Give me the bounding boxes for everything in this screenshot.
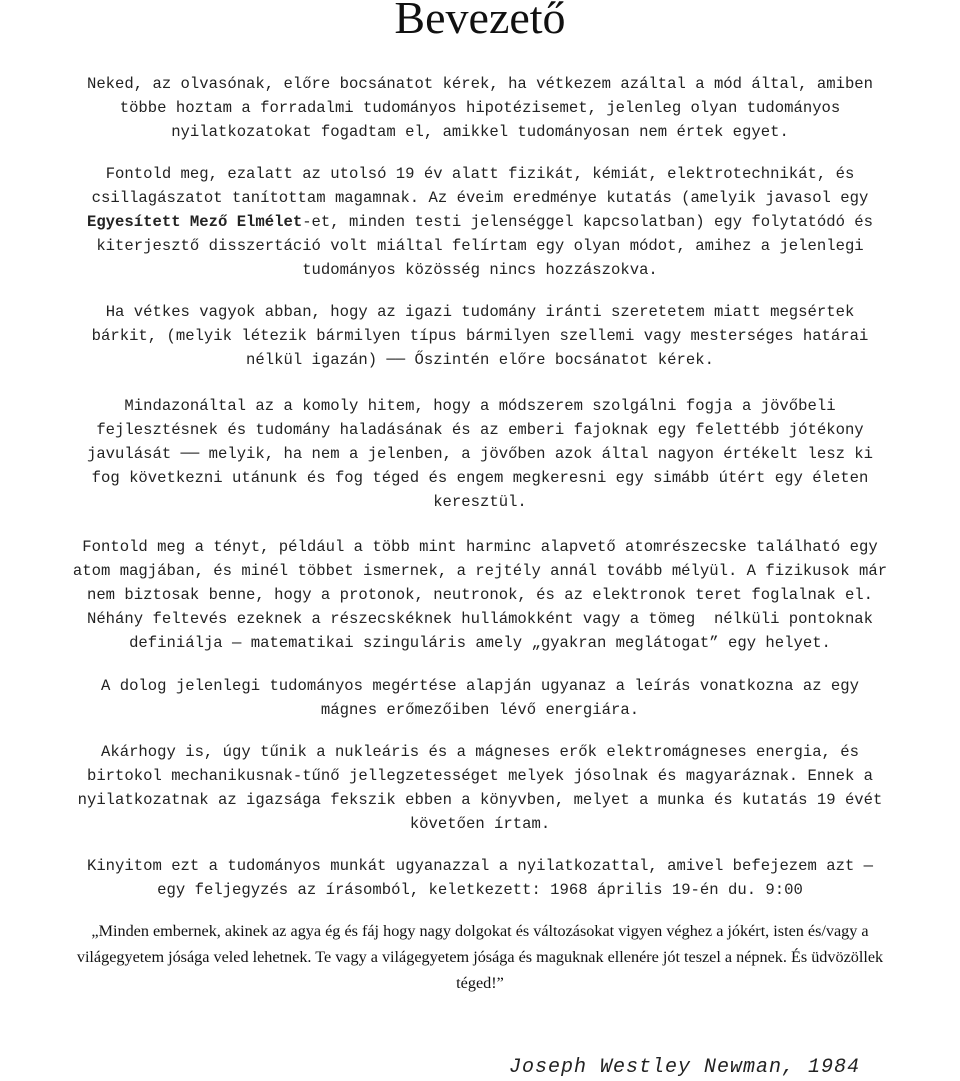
paragraph-line: Néhány feltevés ezeknek a részecskéknek hullámokként vagy a tömeg nélküli pontoknak	[86, 610, 874, 628]
paragraph-line: nyilatkozatokat fogadtam el, amikkel tudományosan nem értek egyet.	[171, 123, 789, 141]
paragraph-line: bárkit, (melyik létezik bármilyen típus bármilyen szellemi vagy mesterséges határai	[91, 327, 869, 345]
paragraph-line: Neked, az olvasónak, előre bocsánatot kérek, ha vétkezem azáltal a mód által, amiben	[86, 75, 874, 93]
paragraph-line: nem biztosak benne, hogy a protonok, neutronok, és az elektronok teret foglalnak el.	[86, 586, 874, 604]
quote-block	[0, 918, 960, 996]
paragraph-line: követően írtam.	[409, 815, 551, 833]
paragraph-5	[0, 535, 960, 655]
page-title: Bevezető	[394, 0, 566, 43]
paragraph-line: kiterjesztő disszertáció volt miáltal felírtam egy olyan módot, amihez a jelenlegi	[96, 237, 864, 255]
paragraph-line: birtokol mechanikusnak-tűnő jellegzetességet melyek jósolnak és magyaráznak. Ennek a	[86, 767, 874, 785]
paragraph-line: Fontold meg, ezalatt az utolsó 19 év alatt fizikát, kémiát, elektrotechnikát, és	[105, 165, 855, 183]
quote-line: világegyetem jósága veled lehetnek. Te vagy a világegyetem jósága és maguknak ellenére jót teszel a népnek. És üdvözöllek	[76, 948, 884, 966]
paragraph-line: többe hoztam a forradalmi tudományos hipotézisemet, jelenleg olyan tudományos	[119, 99, 841, 117]
paragraph-8	[0, 854, 960, 902]
paragraph-3	[0, 300, 960, 372]
paragraph-line: fejlesztésnek és tudomány haladásának és az emberi fajoknak egy felettébb jótékony	[96, 421, 864, 439]
paragraph-line: A dolog jelenlegi tudományos megértése alapján ugyanaz a leírás vonatkozna az egy	[101, 677, 859, 695]
paragraph-7	[0, 740, 960, 836]
paragraph-6	[0, 674, 960, 722]
paragraph-line: Kinyitom ezt a tudományos munkát ugyanazzal a nyilatkozattal, amivel befejezem azt —	[86, 857, 874, 875]
paragraph-line: Ha vétkes vagyok abban, hogy az igazi tudomány iránti szeretetem miatt megsértek	[105, 303, 855, 321]
paragraph-line: nélkül igazán) ── Őszintén előre bocsánatot kérek.	[246, 351, 714, 369]
paragraph-line: tudományos közösség nincs hozzászokva.	[302, 261, 658, 279]
paragraph-line: fog következni utánunk és fog téged és engem megkeresni egy simább útért egy életen	[91, 469, 869, 487]
paragraph-line: Fontold meg a tényt, például a több mint harminc alapvető atomrészecske található egy	[82, 538, 878, 556]
paragraph-line: atom magjában, és minél többet ismernek, a rejtély annál tovább mélyül. A fizikusok már	[72, 562, 888, 580]
quote-line: „Minden embernek, akinek az agya ég és fáj hogy nagy dolgokat és változásokat vigyen véghez a jókért, isten és/vagy a	[91, 922, 869, 940]
paragraph-line: keresztül.	[433, 493, 527, 511]
paragraph-line: definiálja — matematikai szinguláris amely „gyakran meglátogat” egy helyet.	[129, 634, 831, 652]
author-signature: Joseph Westley Newman, 1984	[508, 1056, 860, 1079]
paragraph-line: nyilatkozatnak az igazsága fekszik ebben a könyvben, melyet a munka és kutatás 19 évét	[77, 791, 883, 809]
paragraph-line-rest: -et, minden testi jelenséggel kapcsolatban) egy folytatódó és	[302, 213, 874, 231]
bold-term: Egyesített Mező Elmélet	[86, 213, 303, 231]
quote-line: téged!”	[456, 974, 504, 992]
paragraph-1	[0, 72, 960, 144]
paragraph-line-with-bold	[0, 210, 960, 234]
paragraph-line: Mindazonáltal az a komoly hitem, hogy a módszerem szolgálni fogja a jövőbeli	[124, 397, 836, 415]
paragraph-line: javulását ── melyik, ha nem a jelenben, a jövőben azok által nagyon értékelt lesz ki	[86, 445, 874, 463]
paragraph-line: egy feljegyzés az írásomból, keletkezett: 1968 április 19-én du. 9:00	[157, 881, 803, 899]
paragraph-line: Akárhogy is, úgy tűnik a nukleáris és a mágneses erők elektromágneses energia, és	[101, 743, 859, 761]
paragraph-4	[0, 394, 960, 514]
paragraph-line: mágnes erőmezőiben lévő energiára.	[320, 701, 640, 719]
paragraph-2	[0, 162, 960, 282]
paragraph-line: csillagászatot tanítottam magamnak. Az éveim eredménye kutatás (amelyik javasol egy	[91, 189, 869, 207]
